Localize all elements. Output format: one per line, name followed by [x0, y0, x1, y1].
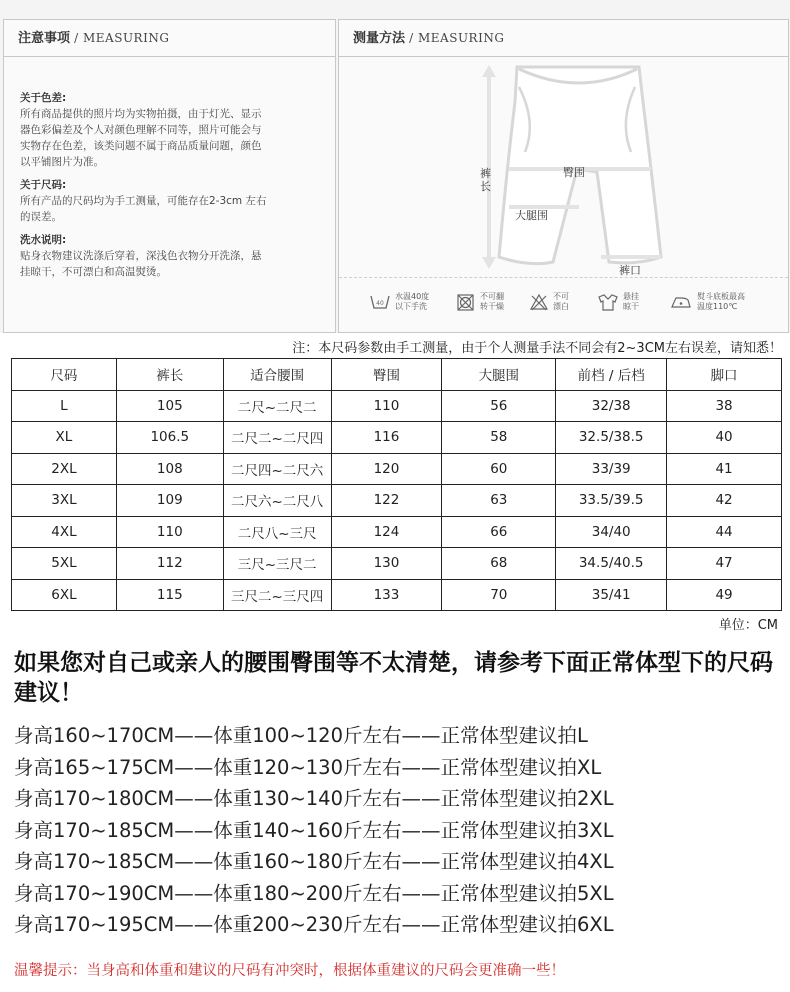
- recommendation-item: 身高170~190CM——体重180~200斤左右——正常体型建议拍5XL: [14, 881, 614, 905]
- cell: 116: [331, 422, 442, 454]
- length-arrow-top: [482, 65, 496, 77]
- table-header-row: [12, 359, 782, 391]
- measure-title-cn: 测量方法: [353, 31, 406, 46]
- recommendation-list: [14, 720, 614, 941]
- table-row: [12, 485, 782, 517]
- cell: 60: [442, 453, 556, 485]
- recommendation-item: 身高165~175CM——体重120~130斤左右——正常体型建议拍XL: [14, 755, 602, 779]
- cell: 32/38: [556, 390, 667, 422]
- cell: 56: [442, 390, 556, 422]
- iron-icon: [669, 293, 693, 311]
- cell: 40: [667, 422, 782, 454]
- size-heading: 关于尺码:: [20, 179, 67, 191]
- cell: 5XL: [12, 548, 117, 580]
- note-line: 器色彩偏差及个人对颜色理解不同等，照片可能会与: [20, 124, 262, 136]
- cell: 130: [331, 548, 442, 580]
- cell: 112: [116, 548, 223, 580]
- care-text: 水温40度: [395, 292, 430, 301]
- table-row: [12, 579, 782, 611]
- cell: 32.5/38.5: [556, 422, 667, 454]
- cell: 33.5/39.5: [556, 485, 667, 517]
- care-item: [456, 292, 504, 312]
- care-text: 熨斗底板最高: [697, 292, 745, 301]
- table-note: 注：本尺码参数由手工测量，由于个人测量手法不同会有2~3CM左右误差，请知悉！: [292, 341, 782, 356]
- cell: 41: [667, 453, 782, 485]
- warm-tip: 温馨提示：当身高和体重和建议的尺码有冲突时，根据体重建议的尺码会更准确一些！: [14, 963, 565, 979]
- cell: 120: [331, 453, 442, 485]
- cell: 33/39: [556, 453, 667, 485]
- color-diff-heading: 关于色差:: [20, 92, 67, 104]
- note-line: 所有商品提供的照片均为实物拍摄，由于灯光、显示: [20, 108, 262, 120]
- cell: L: [12, 390, 117, 422]
- measure-panel-title: [339, 20, 788, 57]
- recommendation-item: 身高170~185CM——体重140~160斤左右——正常体型建议拍3XL: [14, 818, 614, 842]
- cell: 105: [116, 390, 223, 422]
- note-line: 以平铺图片为准。: [20, 156, 104, 168]
- recommendation-item: 身高170~195CM——体重200~230斤左右——正常体型建议拍6XL: [14, 913, 614, 936]
- size-advice-headline: 如果您对自己或亲人的腰围臀围等不太清楚，请参考下面正常体型下的尺码建议！: [14, 650, 773, 706]
- care-item: [669, 292, 745, 312]
- care-text: 不可翻: [480, 292, 504, 301]
- notes-panel: [3, 19, 336, 333]
- care-item: [529, 292, 569, 312]
- cell: 110: [331, 390, 442, 422]
- measure-panel: [338, 19, 789, 333]
- cell: 106.5: [116, 422, 223, 454]
- header-hem: 脚口: [667, 359, 782, 391]
- unit-label: 单位：CM: [718, 618, 778, 633]
- table-row: [12, 548, 782, 580]
- hem-label: 裤口: [619, 264, 641, 277]
- note-line: 挂晾干，不可漂白和高温熨烫。: [20, 266, 167, 278]
- notes-body: [4, 57, 320, 280]
- cell: 133: [331, 579, 442, 611]
- cell: 66: [442, 516, 556, 548]
- note-line: 所有产品的尺码均为手工测量，可能存在2-3cm 左右: [20, 195, 267, 207]
- thigh-label: 大腿围: [515, 209, 548, 222]
- cell: 63: [442, 485, 556, 517]
- cell: 68: [442, 548, 556, 580]
- notes-title-en: / MEASURING: [74, 31, 170, 45]
- cell: 34.5/40.5: [556, 548, 667, 580]
- cell: 42: [667, 485, 782, 517]
- info-banner: [0, 0, 790, 333]
- care-text: 悬挂: [623, 292, 639, 301]
- cell: XL: [12, 422, 117, 454]
- shorts-diagram: [339, 57, 788, 277]
- cell: 三尺二~三尺四: [223, 579, 331, 611]
- care-text: 转干燥: [480, 302, 504, 311]
- care-text: 温度110℃: [697, 302, 738, 311]
- cell: 4XL: [12, 516, 117, 548]
- recommendation-item: 身高170~185CM——体重160~180斤左右——正常体型建议拍4XL: [14, 850, 614, 873]
- table-row: [12, 390, 782, 422]
- header-waist: 适合腰围: [223, 359, 331, 391]
- care-text: 不可: [553, 292, 569, 301]
- notes-title-cn: 注意事项: [18, 31, 71, 46]
- cell: 110: [116, 516, 223, 548]
- cell: 34/40: [556, 516, 667, 548]
- table-row: [12, 422, 782, 454]
- no-tumble-dry-icon: [456, 293, 476, 311]
- cell: 38: [667, 390, 782, 422]
- svg-text:40: 40: [376, 300, 384, 307]
- cell: 44: [667, 516, 782, 548]
- hip-label: 臀围: [563, 166, 585, 179]
- note-line: 贴身衣物建议洗涤后穿着，深浅色衣物分开洗涤，悬: [20, 250, 262, 262]
- care-text: 以下手洗: [395, 302, 427, 311]
- recommendation-item: 身高160~170CM——体重100~120斤左右——正常体型建议拍L: [14, 724, 588, 747]
- header-thigh: 大腿围: [442, 359, 556, 391]
- care-item: [369, 292, 429, 312]
- cell: 三尺~三尺二: [223, 548, 331, 580]
- cell: 47: [667, 548, 782, 580]
- cell: 二尺~二尺二: [223, 390, 331, 422]
- cell: 109: [116, 485, 223, 517]
- cell: 二尺四~二尺六: [223, 453, 331, 485]
- cell: 35/41: [556, 579, 667, 611]
- cell: 49: [667, 579, 782, 611]
- note-line: 实物存在色差，该类问题不属于商品质量问题，颜色: [20, 140, 262, 152]
- care-item: [597, 292, 639, 312]
- cell: 3XL: [12, 485, 117, 517]
- cell: 108: [116, 453, 223, 485]
- care-instructions: [339, 277, 788, 333]
- recommendation-item: 身高170~180CM——体重130~140斤左右——正常体型建议拍2XL: [14, 787, 614, 810]
- header-hip: 臀围: [331, 359, 442, 391]
- table-row: [12, 516, 782, 548]
- header-length: 裤长: [116, 359, 223, 391]
- length-arrow-bottom: [482, 257, 496, 269]
- cell: 二尺六~二尺八: [223, 485, 331, 517]
- measure-title-en: / MEASURING: [409, 31, 505, 45]
- size-table: [11, 358, 782, 611]
- wash-40-icon: [369, 293, 391, 311]
- hang-dry-icon: [597, 293, 619, 311]
- cell: 6XL: [12, 579, 117, 611]
- cell: 115: [116, 579, 223, 611]
- table-row: [12, 453, 782, 485]
- cell: 2XL: [12, 453, 117, 485]
- no-bleach-icon: [529, 293, 549, 311]
- note-line: 的误差。: [20, 211, 62, 223]
- cell: 58: [442, 422, 556, 454]
- header-rise: 前档 / 后档: [556, 359, 667, 391]
- care-text: 漂白: [553, 302, 569, 311]
- wash-heading: 洗水说明:: [20, 234, 67, 246]
- cell: 二尺八~三尺: [223, 516, 331, 548]
- cell: 122: [331, 485, 442, 517]
- cell: 70: [442, 579, 556, 611]
- care-text: 晾干: [623, 302, 639, 311]
- notes-panel-title: [4, 20, 335, 57]
- cell: 二尺二~二尺四: [223, 422, 331, 454]
- cell: 124: [331, 516, 442, 548]
- length-label: 裤长: [480, 167, 491, 193]
- header-size: 尺码: [12, 359, 117, 391]
